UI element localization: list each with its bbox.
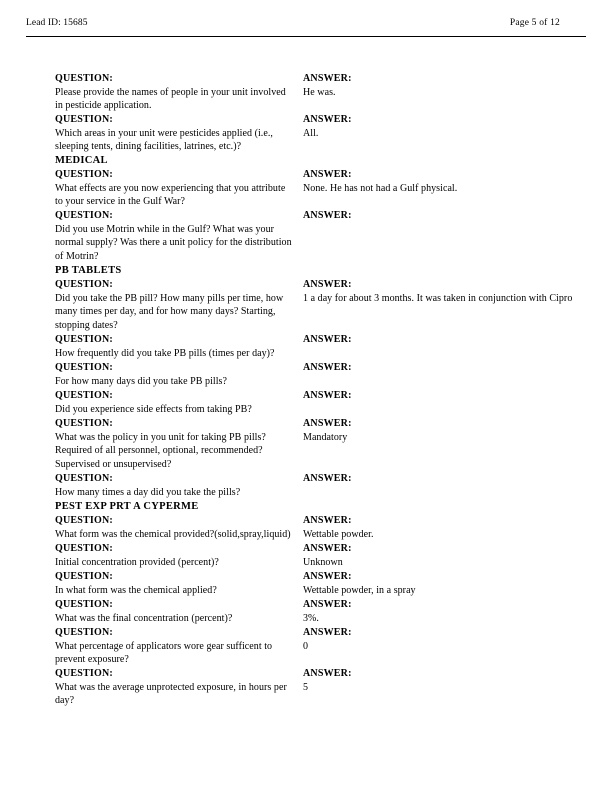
question-column bbox=[55, 626, 295, 667]
answer-label: ANSWER: bbox=[303, 73, 352, 84]
answer-label: ANSWER: bbox=[303, 599, 352, 610]
question-label: QUESTION: bbox=[55, 390, 113, 401]
question-label: QUESTION: bbox=[55, 599, 113, 610]
answer-label: ANSWER: bbox=[303, 279, 352, 290]
question-text: What percentage of applicators wore gear sufficent to prevent exposure? bbox=[55, 640, 273, 665]
answer-text: He was. bbox=[303, 86, 336, 98]
answer-column bbox=[303, 514, 573, 541]
question-text: Please provide the names of people in your unit involved in pesticide application. bbox=[55, 86, 286, 111]
qa-pair bbox=[0, 472, 612, 500]
answer-text: 5 bbox=[303, 681, 309, 693]
question-label: QUESTION: bbox=[55, 571, 113, 582]
qa-pair bbox=[0, 626, 612, 667]
question-text: Did you use Motrin while in the Gulf? What was your normal supply? Was there a unit policy for the distribution of Motrin? bbox=[55, 223, 292, 262]
question-text: Did you experience side effects from taking PB? bbox=[55, 403, 252, 415]
qa-pair bbox=[0, 168, 612, 209]
page-number: Page 5 of 12 bbox=[509, 18, 560, 28]
question-column bbox=[55, 333, 295, 360]
question-text: What effects are you now experiencing that you attribute to your service in the Gulf War? bbox=[55, 182, 286, 207]
answer-column bbox=[303, 542, 573, 569]
answer-label: ANSWER: bbox=[303, 418, 352, 429]
qa-pair bbox=[0, 209, 612, 264]
header-divider bbox=[26, 36, 586, 37]
answer-label: ANSWER: bbox=[303, 169, 352, 180]
qa-pair bbox=[0, 389, 612, 417]
answer-label: ANSWER: bbox=[303, 543, 352, 554]
answer-text: 1 a day for about 3 months. It was taken in conjunction with Cipro bbox=[303, 292, 573, 304]
answer-column bbox=[303, 417, 573, 444]
qa-pair bbox=[0, 72, 612, 113]
answer-column bbox=[303, 113, 573, 140]
question-label: QUESTION: bbox=[55, 515, 113, 526]
answer-text: Wettable powder, in a spray bbox=[303, 584, 416, 596]
question-text: In what form was the chemical applied? bbox=[55, 584, 217, 596]
question-label: QUESTION: bbox=[55, 473, 113, 484]
question-label: QUESTION: bbox=[55, 627, 113, 638]
question-label: QUESTION: bbox=[55, 362, 113, 373]
question-text: What was the final concentration (percent)? bbox=[55, 612, 233, 624]
question-column bbox=[55, 667, 295, 708]
answer-text: All. bbox=[303, 127, 319, 139]
answer-label: ANSWER: bbox=[303, 210, 352, 221]
qa-pair bbox=[0, 278, 612, 333]
question-label: QUESTION: bbox=[55, 279, 113, 290]
qa-pair bbox=[0, 598, 612, 626]
page-header bbox=[0, 18, 612, 34]
question-label: QUESTION: bbox=[55, 73, 113, 84]
answer-column bbox=[303, 472, 573, 486]
qa-pair bbox=[0, 542, 612, 570]
answer-text: 0 bbox=[303, 640, 309, 652]
qa-pair bbox=[0, 514, 612, 542]
answer-column bbox=[303, 389, 573, 403]
answer-text: Wettable powder. bbox=[303, 528, 374, 540]
question-label: QUESTION: bbox=[55, 210, 113, 221]
question-label: QUESTION: bbox=[55, 543, 113, 554]
answer-column bbox=[303, 333, 573, 347]
answer-label: ANSWER: bbox=[303, 473, 352, 484]
question-column bbox=[55, 209, 295, 263]
question-text: What form was the chemical provided?(solid,spray,liquid) bbox=[55, 528, 291, 540]
qa-pair bbox=[0, 333, 612, 361]
question-column bbox=[55, 72, 295, 113]
answer-column bbox=[303, 361, 573, 375]
answer-column bbox=[303, 667, 573, 694]
answer-text: None. He has not had a Gulf physical. bbox=[303, 182, 458, 194]
answer-label: ANSWER: bbox=[303, 668, 352, 679]
answer-column bbox=[303, 72, 573, 99]
question-label: QUESTION: bbox=[55, 668, 113, 679]
answer-label: ANSWER: bbox=[303, 571, 352, 582]
qa-pair bbox=[0, 570, 612, 598]
question-column bbox=[55, 417, 295, 471]
question-column bbox=[55, 389, 295, 416]
answer-text: Unknown bbox=[303, 556, 343, 568]
section-heading: PEST EXP PRT A CYPERME bbox=[55, 501, 199, 512]
question-label: QUESTION: bbox=[55, 418, 113, 429]
question-column bbox=[55, 514, 295, 541]
answer-column bbox=[303, 570, 573, 597]
question-text: For how many days did you take PB pills? bbox=[55, 375, 227, 387]
question-text: How frequently did you take PB pills (times per day)? bbox=[55, 347, 275, 359]
question-column bbox=[55, 278, 295, 332]
question-column bbox=[55, 598, 295, 625]
answer-label: ANSWER: bbox=[303, 334, 352, 345]
qa-pair bbox=[0, 667, 612, 708]
question-column bbox=[55, 168, 295, 209]
question-column bbox=[55, 542, 295, 569]
answer-column bbox=[303, 209, 573, 223]
qa-pair bbox=[0, 113, 612, 154]
answer-label: ANSWER: bbox=[303, 627, 352, 638]
question-text: What was the policy in you unit for taking PB pills? Required of all personnel, optional, recommended? Supervised or unsupervised? bbox=[55, 431, 266, 470]
question-column bbox=[55, 113, 295, 154]
qa-pair bbox=[0, 361, 612, 389]
answer-text: Mandatory bbox=[303, 431, 348, 443]
question-label: QUESTION: bbox=[55, 169, 113, 180]
answer-label: ANSWER: bbox=[303, 390, 352, 401]
answer-label: ANSWER: bbox=[303, 515, 352, 526]
answer-column bbox=[303, 168, 573, 195]
question-column bbox=[55, 570, 295, 597]
answer-column bbox=[303, 598, 573, 625]
answer-label: ANSWER: bbox=[303, 114, 352, 125]
question-column bbox=[55, 361, 295, 388]
question-text: Did you take the PB pill? How many pills per time, how many times per day, and for how many days? Starting, stopping dates? bbox=[55, 292, 284, 331]
answer-text: 3%. bbox=[303, 612, 319, 624]
answer-column bbox=[303, 278, 573, 305]
question-column bbox=[55, 472, 295, 499]
answer-column bbox=[303, 626, 573, 653]
answer-label: ANSWER: bbox=[303, 362, 352, 373]
question-text: Initial concentration provided (percent)? bbox=[55, 556, 219, 568]
section-heading: PB TABLETS bbox=[55, 265, 122, 276]
question-label: QUESTION: bbox=[55, 114, 113, 125]
question-text: What was the average unprotected exposure, in hours per day? bbox=[55, 681, 287, 706]
question-label: QUESTION: bbox=[55, 334, 113, 345]
section-heading: MEDICAL bbox=[55, 155, 108, 166]
qa-pair bbox=[0, 417, 612, 472]
question-text: How many times a day did you take the pills? bbox=[55, 486, 241, 498]
question-text: Which areas in your unit were pesticides applied (i.e., sleeping tents, dining facilities, latrines, etc.)? bbox=[55, 127, 273, 152]
lead-id: Lead ID: 15685 bbox=[26, 18, 88, 28]
